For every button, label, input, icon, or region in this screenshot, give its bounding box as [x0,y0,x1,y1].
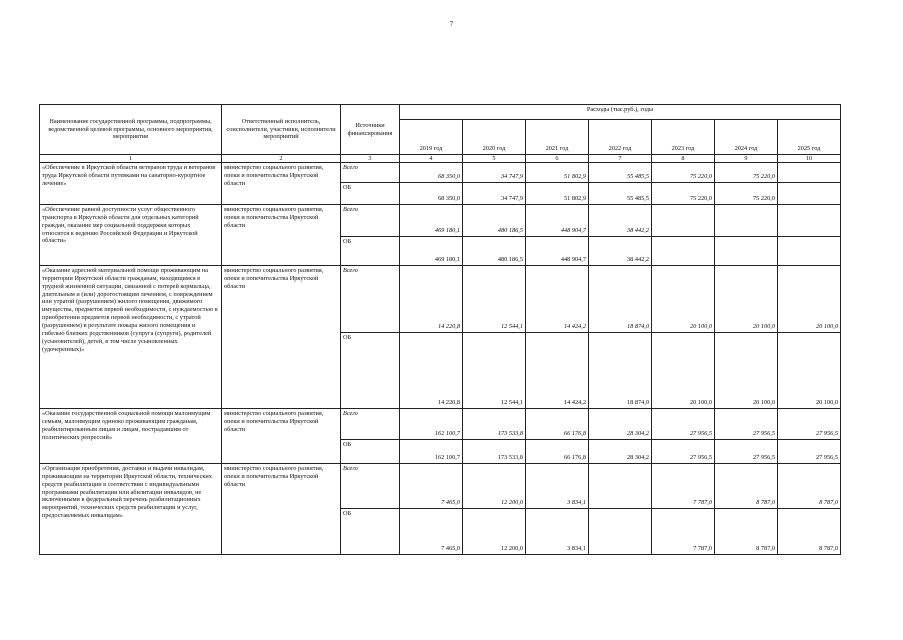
measure-name: «Организация приобретения, доставки и выдачи инвалидам, проживающим на территории Иркутской области, технических средств реабилитации в соответствии с индивидуальными программами реабилитации или абилитации инвалидов, не включенными в федеральный перечень реабилитационных мероприятий, технических средств реабилитации и услуг, предоставляемых инвалидам» [40,464,222,555]
ob-amount-cell: 7 465,0 [400,509,463,555]
header-name: Наименование государственной программы, подпрограммы, ведомственной целевой программы, основного мероприятия, мероприятия [40,105,222,155]
total-amount-cell: 66 176,8 [526,409,589,440]
total-amount-cell: 75 220,0 [715,163,778,183]
total-amount-cell: 7 787,0 [652,464,715,509]
ob-amount-cell: 480 186,5 [463,237,526,266]
ob-amount-cell [589,509,652,555]
total-amount-cell: 38 442,2 [589,205,652,237]
column-number: 10 [778,155,841,163]
column-number: 1 [40,155,222,163]
ob-amount-cell: 8 787,0 [715,509,778,555]
ob-amount-cell: 27 956,5 [715,440,778,464]
page-number: 7 [449,20,454,28]
column-number: 7 [589,155,652,163]
ob-amount-cell: 162 100,7 [400,440,463,464]
header-year: 2020 год [463,120,526,155]
table-row [40,409,841,440]
measure-name: «Обеспечение равной доступности услуг общественного транспорта в Иркутской области для отдельных категорий граждан, оказание мер социальной поддержки которых относится к ведению Российской Федерации и Иркутской области» [40,205,222,266]
total-amount-cell: 28 304,2 [589,409,652,440]
total-amount-cell: 34 747,9 [463,163,526,183]
header-executor: Ответственный исполнитель, соисполнители, участники, исполнители мероприятий [222,105,341,155]
header-year: 2022 год [589,120,652,155]
measure-name: «Оказание адресной материальной помощи проживающим на территории Иркутской области гражданам, находящимся в трудной жизненной ситуации, связанной с потерей кормильца, длительным и (или) дорогостоящим лечением, с повреждением или утратой (разрушением) жилого помещения, движимого имущества, предметов первой необходимости, с нуждаемостью в приобретении предметов первой необходимости, с утратой (разрушением) в результате пожара жилого помещения и гибелью близких родственников (супруга (супруги), родителей (усыновителей), детей, в том числе усыновленных (удочеренных)» [40,266,222,409]
source-total-label: Всего [341,163,400,183]
source-total-label: Всего [341,205,400,237]
source-ob-label: ОБ [341,333,400,409]
total-amount-cell: 8 787,0 [715,464,778,509]
ob-amount-cell: 55 485,5 [589,183,652,205]
ob-amount-cell [715,237,778,266]
measure-executor: министерство социального развития, опеки и попечительства Иркутской области [222,163,341,205]
budget-table [39,104,841,555]
total-amount-cell: 448 904,7 [526,205,589,237]
ob-amount-cell: 8 787,0 [778,509,841,555]
table-row [40,205,841,237]
table-row [40,266,841,333]
ob-amount-cell: 27 956,5 [652,440,715,464]
ob-amount-cell: 12 544,1 [463,333,526,409]
total-amount-cell: 8 787,0 [778,464,841,509]
ob-amount-cell: 3 834,1 [526,509,589,555]
column-number: 3 [341,155,400,163]
ob-amount-cell: 469 180,1 [400,237,463,266]
ob-amount-cell: 75 220,0 [652,183,715,205]
source-ob-label: ОБ [341,509,400,555]
ob-amount-cell [652,237,715,266]
total-amount-cell: 7 465,0 [400,464,463,509]
column-number: 2 [222,155,341,163]
total-amount-cell: 20 100,0 [778,266,841,333]
ob-amount-cell: 20 100,0 [778,333,841,409]
measure-executor: министерство социального развития, опеки и попечительства Иркутской области [222,409,341,464]
table-body [40,163,841,555]
column-number: 8 [652,155,715,163]
total-amount-cell: 27 956,5 [715,409,778,440]
header-year: 2019 год [400,120,463,155]
ob-amount-cell: 75 220,0 [715,183,778,205]
table-row [40,464,841,509]
ob-amount-cell: 18 874,0 [589,333,652,409]
header-year: 2023 год [652,120,715,155]
measure-executor: министерство социального развития, опеки и попечительства Иркутской области [222,205,341,266]
ob-amount-cell: 14 220,8 [400,333,463,409]
total-amount-cell: 3 834,1 [526,464,589,509]
header-year: 2025 год [778,120,841,155]
source-ob-label: ОБ [341,183,400,205]
measure-executor: министерство социального развития, опеки и попечительства Иркутской области [222,464,341,555]
total-amount-cell [778,163,841,183]
total-amount-cell: 20 100,0 [652,266,715,333]
total-amount-cell: 55 485,5 [589,163,652,183]
ob-amount-cell: 12 200,0 [463,509,526,555]
header-expenses: Расходы (тыс.руб.), годы [400,105,841,120]
ob-amount-cell: 28 304,2 [589,440,652,464]
column-number: 5 [463,155,526,163]
total-amount-cell: 27 956,5 [652,409,715,440]
measure-name: «Оказание государственной социальной помощи малоимущим семьям, малоимущим одиноко проживающим гражданам, реабилитированным лицам и лицам, пострадавшим от политических репрессий» [40,409,222,464]
ob-amount-cell [778,237,841,266]
ob-amount-cell: 34 747,9 [463,183,526,205]
total-amount-cell: 75 220,0 [652,163,715,183]
total-amount-cell: 18 874,0 [589,266,652,333]
table-row [40,163,841,183]
ob-amount-cell: 68 350,0 [400,183,463,205]
ob-amount-cell: 27 956,5 [778,440,841,464]
measure-executor: министерство социального развития, опеки и попечительства Иркутской области [222,266,341,409]
total-amount-cell: 162 100,7 [400,409,463,440]
total-amount-cell: 173 533,8 [463,409,526,440]
source-total-label: Всего [341,409,400,440]
column-number: 4 [400,155,463,163]
ob-amount-cell [778,183,841,205]
ob-amount-cell: 7 787,0 [652,509,715,555]
column-number: 6 [526,155,589,163]
ob-amount-cell: 173 533,8 [463,440,526,464]
header-year: 2021 год [526,120,589,155]
measure-name: «Обеспечение в Иркутской области ветеранов труда и ветеранов труда Иркутской области путевками на санаторно-курортное лечение» [40,163,222,205]
total-amount-cell: 27 956,5 [778,409,841,440]
ob-amount-cell: 20 100,0 [715,333,778,409]
source-ob-label: ОБ [341,237,400,266]
ob-amount-cell: 448 904,7 [526,237,589,266]
total-amount-cell [589,464,652,509]
total-amount-cell [652,205,715,237]
total-amount-cell: 480 186,5 [463,205,526,237]
total-amount-cell [715,205,778,237]
total-amount-cell: 12 544,1 [463,266,526,333]
ob-amount-cell: 38 442,2 [589,237,652,266]
total-amount-cell [778,205,841,237]
total-amount-cell: 14 424,2 [526,266,589,333]
total-amount-cell: 12 200,0 [463,464,526,509]
total-amount-cell: 469 180,1 [400,205,463,237]
total-amount-cell: 20 100,0 [715,266,778,333]
total-amount-cell: 68 350,0 [400,163,463,183]
source-total-label: Всего [341,266,400,333]
ob-amount-cell: 51 802,9 [526,183,589,205]
total-amount-cell: 51 802,9 [526,163,589,183]
source-total-label: Всего [341,464,400,509]
ob-amount-cell: 20 100,0 [652,333,715,409]
column-number: 9 [715,155,778,163]
header-source: Источники финансирования [341,105,400,155]
ob-amount-cell: 14 424,2 [526,333,589,409]
ob-amount-cell: 66 176,8 [526,440,589,464]
source-ob-label: ОБ [341,440,400,464]
header-year: 2024 год [715,120,778,155]
total-amount-cell: 14 220,8 [400,266,463,333]
